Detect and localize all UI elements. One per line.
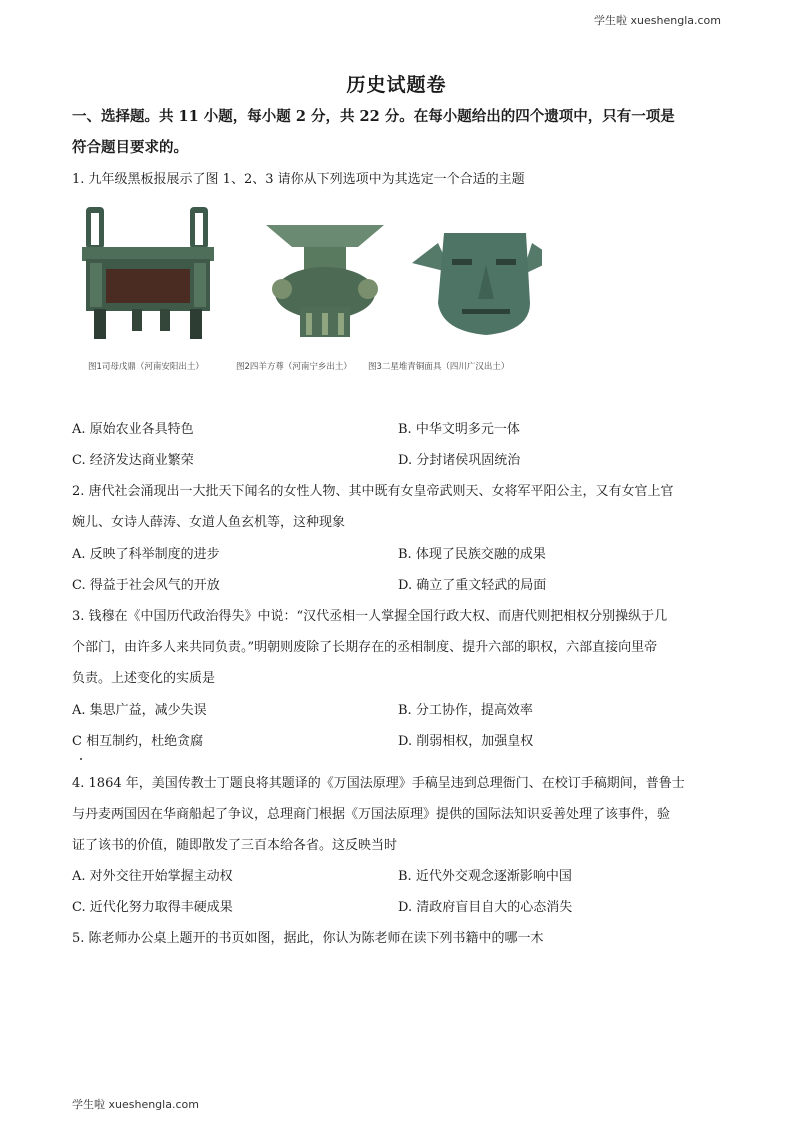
question-2-option-b[interactable]: B. 体现了民族交融的成果: [398, 547, 546, 562]
question-3-stem-line-1: 3. 钱穆在《中国历代政治得失》中说：“汉代丞相一人掌握全国行政大权、而唐代则把相权分别操纵于几: [72, 609, 668, 624]
question-3-option-d[interactable]: D. 削弱相权，加强皇权: [398, 734, 534, 749]
question-4-option-c[interactable]: C. 近代化努力取得丰硬成果: [72, 900, 233, 915]
question-1-stem: 1. 九年级黑板报展示了图 1、2、3 请你从下列选项中为其选定一个合适的主题: [72, 172, 525, 187]
figure-2-caption: 图2四羊方尊（河南宁乡出土）: [236, 362, 352, 372]
footer-watermark: 学生啦 xueshengla.com: [72, 1098, 199, 1111]
four-ram-zun-image: [266, 225, 384, 337]
section-heading-line-1: 一、选择题。共 11 小题，每小题 2 分，共 22 分。在每小题给出的四个遗项中，只有一项是: [72, 108, 675, 125]
question-1-option-b[interactable]: B. 中华文明多元一体: [398, 422, 520, 437]
question-4-stem-line-3: 证了该书的价值，随即散发了三百本给各省。这反映当时: [72, 838, 398, 853]
question-5-stem: 5. 陈老师办公桌上题开的书页如图，据此，你认为陈老师在读下列书籍中的哪一木: [72, 931, 544, 946]
question-2-stem-line-1: 2. 唐代社会涌现出一大批天下闻名的女性人物、其中既有女皇帝武则天、女将军平阳公主，又有女官上官: [72, 484, 674, 499]
bronze-artifacts-figure: [82, 203, 542, 378]
ding-vessel-image: [82, 207, 214, 339]
question-3-option-c[interactable]: C 相互制约，杜绝贪腐: [72, 734, 204, 749]
header-watermark: 学生啦 xueshengla.com: [594, 14, 721, 27]
figure-1-caption: 图1司母戊鼎（河南安阳出土）: [88, 362, 204, 372]
page-title: 历史试题卷: [346, 74, 447, 96]
question-4-option-a[interactable]: A. 对外交往开始掌握主动权: [72, 869, 233, 884]
question-3-option-a[interactable]: A. 集思广益，减少失误: [72, 703, 207, 718]
question-4-option-d[interactable]: D. 清政府盲目自大的心态消失: [398, 900, 573, 915]
question-1-option-a[interactable]: A. 原始农业各具特色: [72, 422, 194, 437]
question-2-option-d[interactable]: D. 确立了重文轻武的局面: [398, 578, 547, 593]
figure-3-caption: 图3二星堆青铜面具（四川广汉出土）: [368, 362, 510, 372]
question-4-option-b[interactable]: B. 近代外交观念逐渐影响中国: [398, 869, 572, 884]
question-2-option-c[interactable]: C. 得益于社会风气的开放: [72, 578, 220, 593]
question-1-option-c[interactable]: C. 经济发达商业繁荣: [72, 453, 194, 468]
question-1-option-d[interactable]: D. 分封诸侯巩固统治: [398, 453, 521, 468]
question-3-stem-line-3: 负责。上述变化的实质是: [72, 671, 216, 686]
question-2-stem-line-2: 婉儿、女诗人薛涛、女道人鱼玄机等，这种现象: [72, 515, 346, 530]
question-4-stem-line-1: 4. 1864 年，美国传教士丁题良将其题译的《万国法原理》手稿呈违到总理衙门、在校订手稿期间，普鲁士: [72, 776, 685, 791]
question-3-stem-line-2: 个部门，由许多人来共同负责。”明朝则废除了长期存在的丞相制度、提升六部的职权，六部直接向里帝: [72, 640, 658, 655]
question-4-stem-line-2: 与丹麦两国因在华商船起了争议，总理商门根据《万国法原理》提供的国际法知识妥善处理了该事件，验: [72, 807, 671, 822]
question-2-option-a[interactable]: A. 反映了科举制度的进步: [72, 547, 220, 562]
bronze-mask-image: [412, 233, 542, 335]
section-heading-line-2: 符合题目要求的。: [72, 139, 188, 156]
stray-mark: [80, 758, 82, 760]
question-3-option-b[interactable]: B. 分工协作，提高效率: [398, 703, 533, 718]
